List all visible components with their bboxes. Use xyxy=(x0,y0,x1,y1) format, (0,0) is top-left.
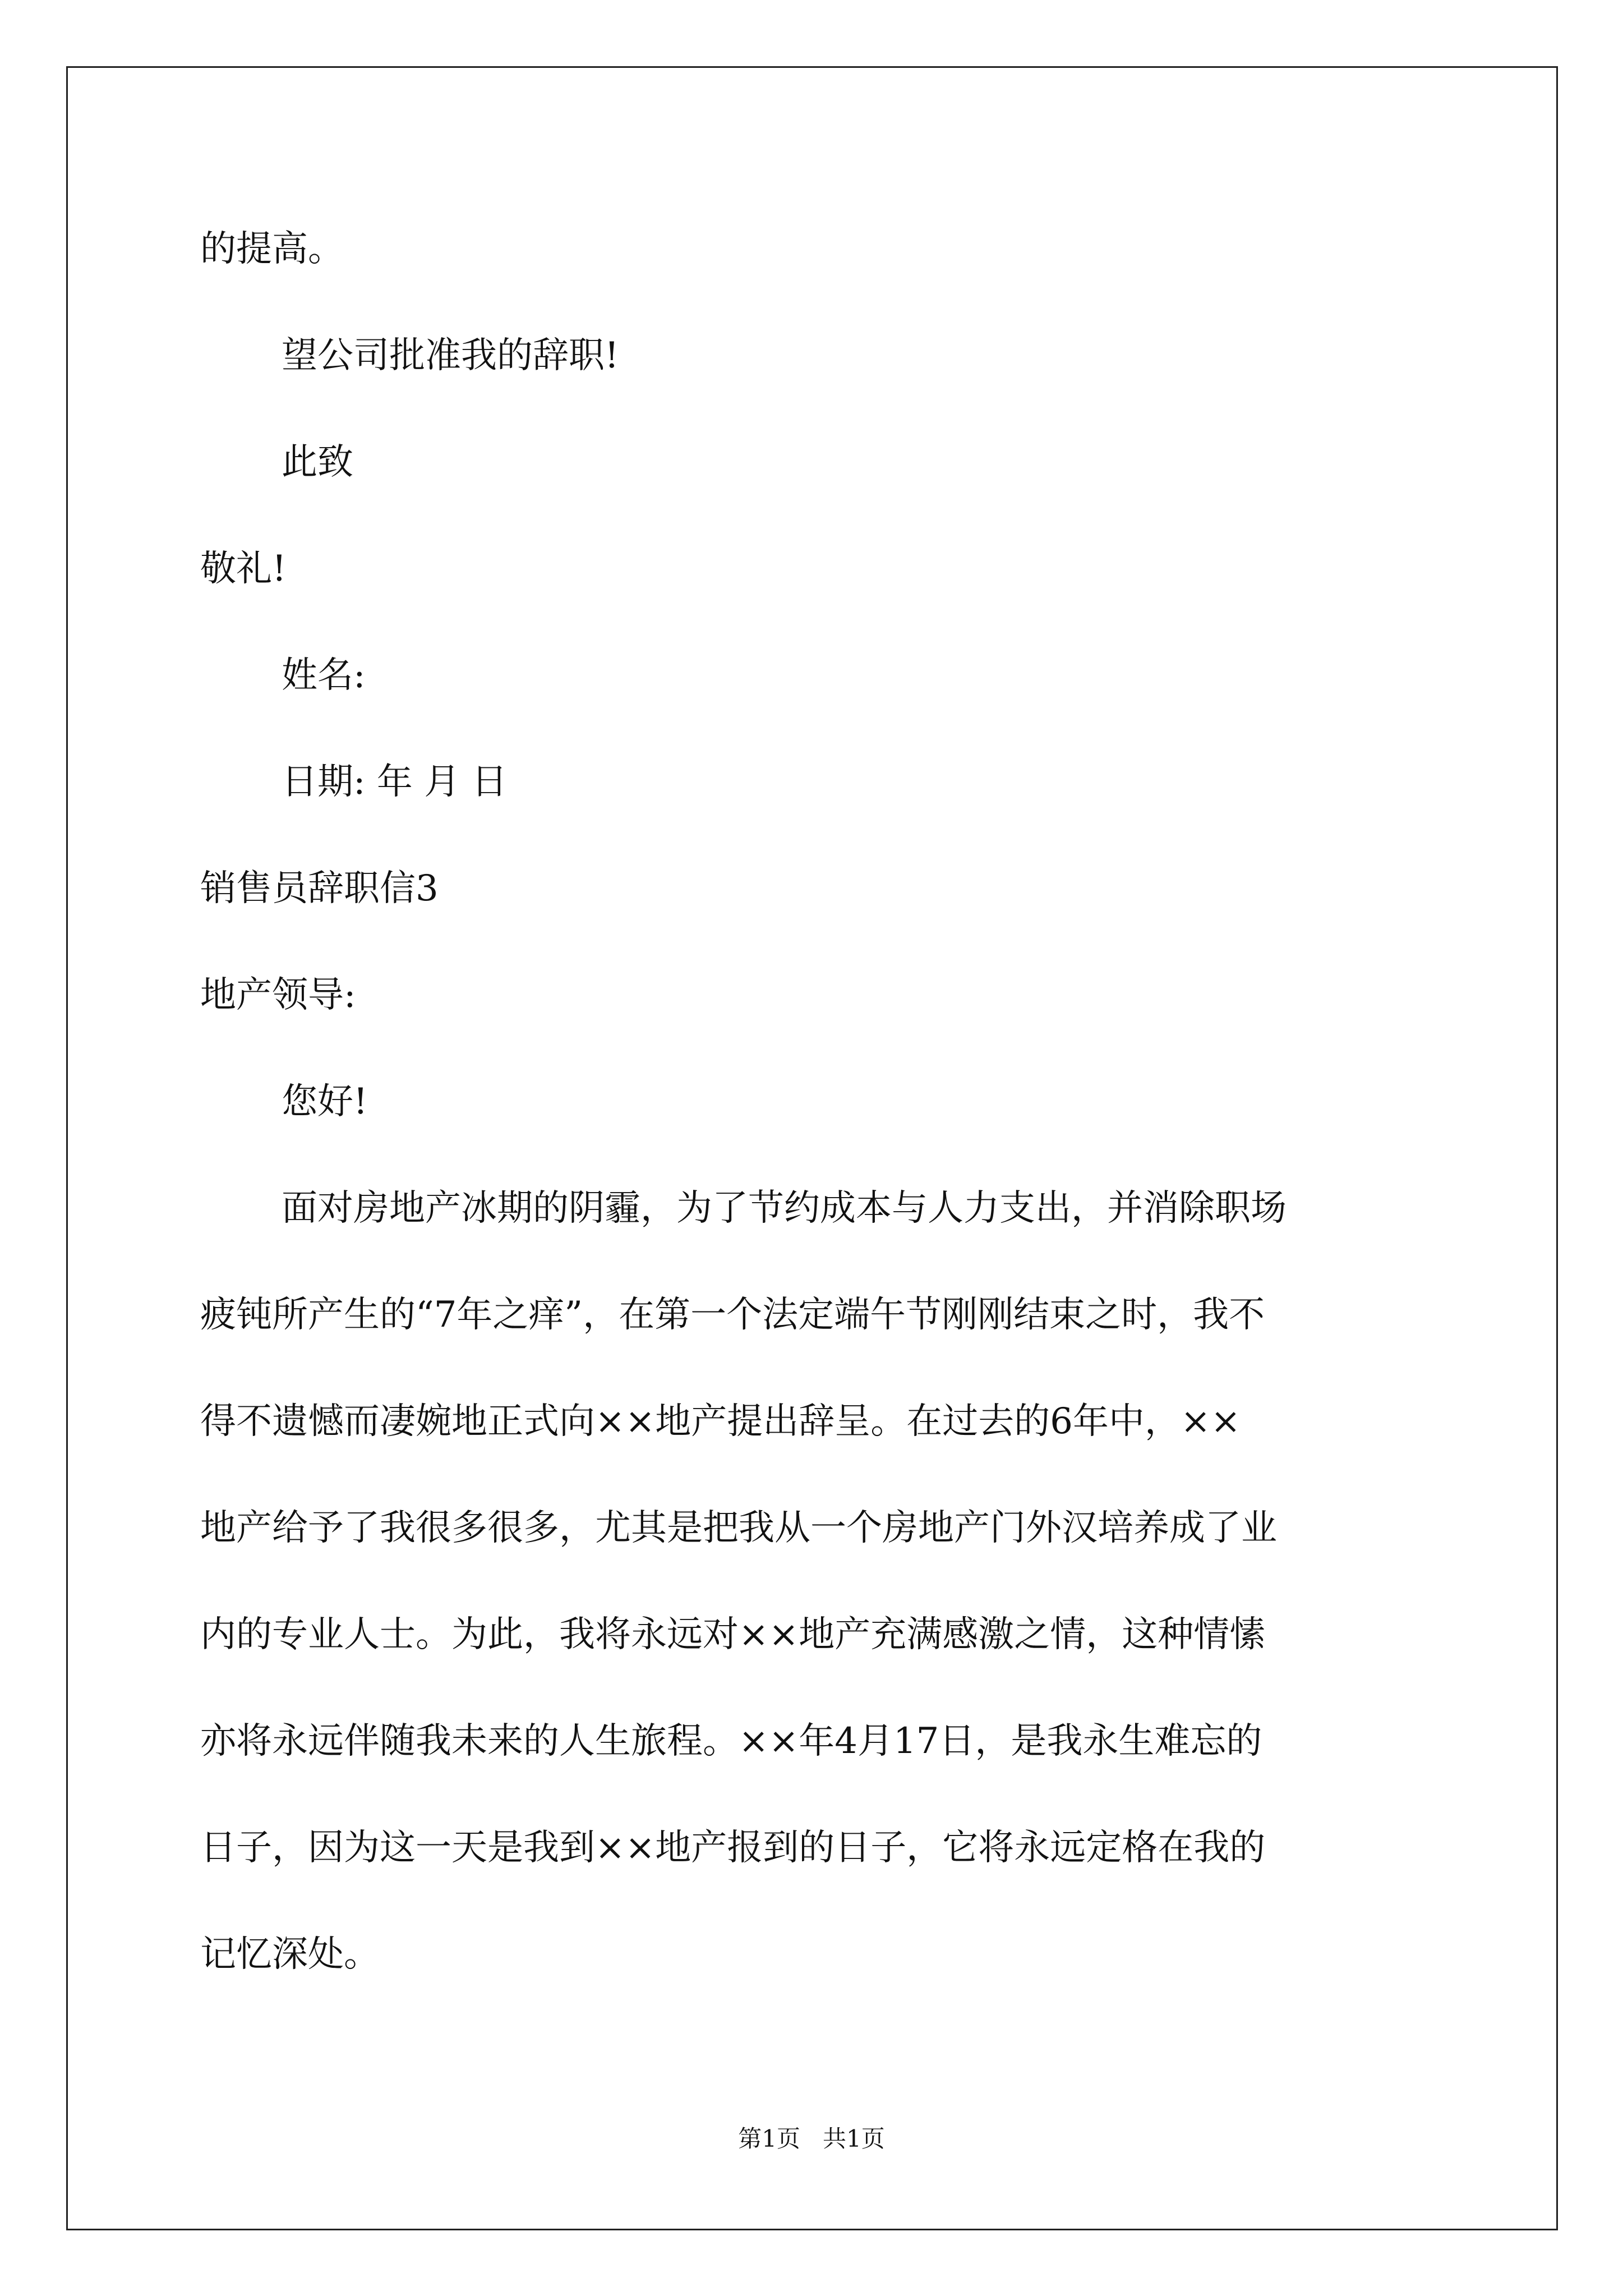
letter-addressee: 地产领导: xyxy=(200,974,356,1016)
body-line-4: 地产给予了我很多很多，尤其是把我从一个房地产门外汉培养成了业 xyxy=(200,1507,1277,1549)
text-line-2: 望公司批准我的辞职! xyxy=(282,335,619,376)
page-border xyxy=(66,66,1558,2230)
body-line-3: 得不遗憾而凄婉地正式向××地产提出辞呈。在过去的6年中，×× xyxy=(200,1401,1241,1442)
page-footer: 第1页 共1页 xyxy=(738,2125,885,2152)
body-line-8: 记忆深处。 xyxy=(200,1934,380,1975)
body-line-1: 面对房地产冰期的阴霾，为了节约成本与人力支出，并消除职场 xyxy=(282,1188,1287,1229)
section-title: 销售员辞职信3 xyxy=(200,868,439,909)
signature-date: 日期: 年 月 日 xyxy=(282,761,508,803)
closing-salutation: 此致 xyxy=(282,441,353,483)
letter-greeting: 您好! xyxy=(282,1081,368,1122)
text-line-1: 的提高。 xyxy=(200,228,344,270)
body-line-7: 日子，因为这一天是我到××地产报到的日子，它将永远定格在我的 xyxy=(200,1827,1266,1869)
signature-name: 姓名: xyxy=(282,655,366,696)
body-line-6: 亦将永远伴随我未来的人生旅程。××年4月17日，是我永生难忘的 xyxy=(200,1720,1262,1762)
body-line-2: 疲钝所产生的“7年之痒”，在第一个法定端午节刚刚结束之时，我不 xyxy=(200,1294,1265,1336)
closing-regards: 敬礼! xyxy=(200,548,287,590)
body-line-5: 内的专业人士。为此，我将永远对××地产充满感激之情，这种情愫 xyxy=(200,1614,1266,1655)
